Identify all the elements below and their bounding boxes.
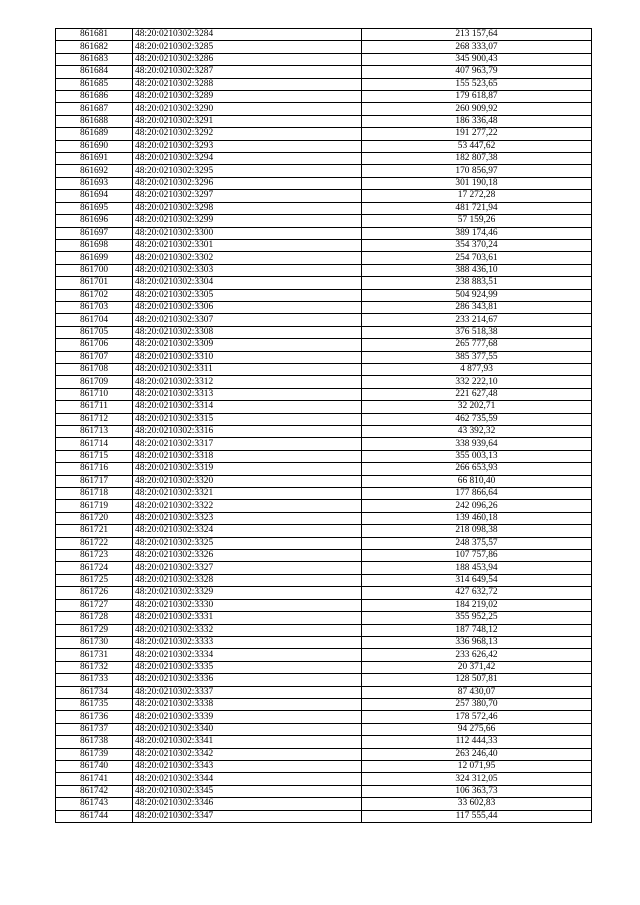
cadastral-number-cell: 48:20:0210302:3285 bbox=[133, 41, 362, 53]
cadastral-number-cell: 48:20:0210302:3338 bbox=[133, 698, 362, 710]
row-number-cell: 861744 bbox=[56, 810, 133, 822]
row-number-cell: 861684 bbox=[56, 66, 133, 78]
table-row bbox=[56, 636, 592, 648]
table-row bbox=[56, 103, 592, 115]
row-number-cell: 861721 bbox=[56, 525, 133, 537]
table-row bbox=[56, 649, 592, 661]
value-cell: 336 968,13 bbox=[362, 636, 592, 648]
cadastral-number-cell: 48:20:0210302:3308 bbox=[133, 326, 362, 338]
cadastral-number-cell: 48:20:0210302:3292 bbox=[133, 128, 362, 140]
table-row bbox=[56, 711, 592, 723]
row-number-cell: 861713 bbox=[56, 426, 133, 438]
table-row bbox=[56, 165, 592, 177]
value-cell: 112 444,33 bbox=[362, 736, 592, 748]
table-row bbox=[56, 376, 592, 388]
value-cell: 427 632,72 bbox=[362, 587, 592, 599]
cadastral-number-cell: 48:20:0210302:3319 bbox=[133, 463, 362, 475]
table-row bbox=[56, 140, 592, 152]
value-cell: 376 518,38 bbox=[362, 326, 592, 338]
value-cell: 186 336,48 bbox=[362, 115, 592, 127]
cadastral-number-cell: 48:20:0210302:3297 bbox=[133, 190, 362, 202]
table-row bbox=[56, 339, 592, 351]
cadastral-number-cell: 48:20:0210302:3300 bbox=[133, 227, 362, 239]
table-row bbox=[56, 177, 592, 189]
row-number-cell: 861706 bbox=[56, 339, 133, 351]
table-row bbox=[56, 388, 592, 400]
value-cell: 87 430,07 bbox=[362, 686, 592, 698]
cadastral-number-cell: 48:20:0210302:3303 bbox=[133, 264, 362, 276]
cadastral-number-cell: 48:20:0210302:3287 bbox=[133, 66, 362, 78]
value-cell: 188 453,94 bbox=[362, 562, 592, 574]
row-number-cell: 861743 bbox=[56, 798, 133, 810]
table-row bbox=[56, 748, 592, 760]
cadastral-number-cell: 48:20:0210302:3313 bbox=[133, 388, 362, 400]
row-number-cell: 861682 bbox=[56, 41, 133, 53]
table-row bbox=[56, 401, 592, 413]
row-number-cell: 861685 bbox=[56, 78, 133, 90]
cadastral-number-cell: 48:20:0210302:3286 bbox=[133, 53, 362, 65]
row-number-cell: 861708 bbox=[56, 363, 133, 375]
row-number-cell: 861702 bbox=[56, 289, 133, 301]
cadastral-number-cell: 48:20:0210302:3325 bbox=[133, 537, 362, 549]
row-number-cell: 861732 bbox=[56, 661, 133, 673]
row-number-cell: 861696 bbox=[56, 215, 133, 227]
value-cell: 354 370,24 bbox=[362, 239, 592, 251]
cadastral-number-cell: 48:20:0210302:3284 bbox=[133, 29, 362, 41]
row-number-cell: 861740 bbox=[56, 760, 133, 772]
cadastral-number-cell: 48:20:0210302:3315 bbox=[133, 413, 362, 425]
value-cell: 238 883,51 bbox=[362, 277, 592, 289]
cadastral-number-cell: 48:20:0210302:3331 bbox=[133, 612, 362, 624]
table-row bbox=[56, 773, 592, 785]
value-cell: 260 909,92 bbox=[362, 103, 592, 115]
row-number-cell: 861739 bbox=[56, 748, 133, 760]
cadastral-number-cell: 48:20:0210302:3301 bbox=[133, 239, 362, 251]
value-cell: 355 003,13 bbox=[362, 450, 592, 462]
value-cell: 233 626,42 bbox=[362, 649, 592, 661]
table-row bbox=[56, 78, 592, 90]
row-number-cell: 861719 bbox=[56, 500, 133, 512]
row-number-cell: 861686 bbox=[56, 91, 133, 103]
cadastral-number-cell: 48:20:0210302:3317 bbox=[133, 438, 362, 450]
cadastral-number-cell: 48:20:0210302:3347 bbox=[133, 810, 362, 822]
cadastral-number-cell: 48:20:0210302:3307 bbox=[133, 314, 362, 326]
table-row bbox=[56, 215, 592, 227]
row-number-cell: 861718 bbox=[56, 488, 133, 500]
value-cell: 213 157,64 bbox=[362, 29, 592, 41]
cadastral-number-cell: 48:20:0210302:3289 bbox=[133, 91, 362, 103]
cadastral-number-cell: 48:20:0210302:3337 bbox=[133, 686, 362, 698]
table-row bbox=[56, 785, 592, 797]
row-number-cell: 861700 bbox=[56, 264, 133, 276]
cadastral-number-cell: 48:20:0210302:3294 bbox=[133, 153, 362, 165]
table-row bbox=[56, 723, 592, 735]
table-row bbox=[56, 587, 592, 599]
value-cell: 388 436,10 bbox=[362, 264, 592, 276]
cadastral-number-cell: 48:20:0210302:3324 bbox=[133, 525, 362, 537]
value-cell: 385 377,55 bbox=[362, 351, 592, 363]
row-number-cell: 861720 bbox=[56, 512, 133, 524]
value-cell: 178 572,46 bbox=[362, 711, 592, 723]
row-number-cell: 861689 bbox=[56, 128, 133, 140]
row-number-cell: 861683 bbox=[56, 53, 133, 65]
table-row bbox=[56, 562, 592, 574]
cadastral-number-cell: 48:20:0210302:3323 bbox=[133, 512, 362, 524]
row-number-cell: 861707 bbox=[56, 351, 133, 363]
row-number-cell: 861731 bbox=[56, 649, 133, 661]
table-row bbox=[56, 153, 592, 165]
value-cell: 20 371,42 bbox=[362, 661, 592, 673]
table-row bbox=[56, 252, 592, 264]
table-row bbox=[56, 525, 592, 537]
row-number-cell: 861687 bbox=[56, 103, 133, 115]
cadastral-number-cell: 48:20:0210302:3304 bbox=[133, 277, 362, 289]
table-row bbox=[56, 612, 592, 624]
row-number-cell: 861736 bbox=[56, 711, 133, 723]
cadastral-number-cell: 48:20:0210302:3342 bbox=[133, 748, 362, 760]
table-row bbox=[56, 41, 592, 53]
table-row bbox=[56, 488, 592, 500]
cadastral-number-cell: 48:20:0210302:3312 bbox=[133, 376, 362, 388]
cadastral-number-cell: 48:20:0210302:3341 bbox=[133, 736, 362, 748]
value-cell: 107 757,86 bbox=[362, 550, 592, 562]
cadastral-number-cell: 48:20:0210302:3302 bbox=[133, 252, 362, 264]
cadastral-number-cell: 48:20:0210302:3344 bbox=[133, 773, 362, 785]
table-row bbox=[56, 227, 592, 239]
value-cell: 286 343,81 bbox=[362, 301, 592, 313]
row-number-cell: 861712 bbox=[56, 413, 133, 425]
cadastral-number-cell: 48:20:0210302:3330 bbox=[133, 599, 362, 611]
cadastral-number-cell: 48:20:0210302:3334 bbox=[133, 649, 362, 661]
table-row bbox=[56, 674, 592, 686]
cadastral-number-cell: 48:20:0210302:3332 bbox=[133, 624, 362, 636]
table-row bbox=[56, 736, 592, 748]
row-number-cell: 861734 bbox=[56, 686, 133, 698]
row-number-cell: 861692 bbox=[56, 165, 133, 177]
cadastral-number-cell: 48:20:0210302:3288 bbox=[133, 78, 362, 90]
value-cell: 332 222,10 bbox=[362, 376, 592, 388]
value-cell: 263 246,40 bbox=[362, 748, 592, 760]
cadastral-number-cell: 48:20:0210302:3298 bbox=[133, 202, 362, 214]
value-cell: 117 555,44 bbox=[362, 810, 592, 822]
value-cell: 179 618,87 bbox=[362, 91, 592, 103]
cadastral-number-cell: 48:20:0210302:3322 bbox=[133, 500, 362, 512]
row-number-cell: 861737 bbox=[56, 723, 133, 735]
table-row bbox=[56, 314, 592, 326]
cadastral-number-cell: 48:20:0210302:3314 bbox=[133, 401, 362, 413]
value-cell: 184 219,02 bbox=[362, 599, 592, 611]
row-number-cell: 861727 bbox=[56, 599, 133, 611]
table-row bbox=[56, 475, 592, 487]
row-number-cell: 861691 bbox=[56, 153, 133, 165]
row-number-cell: 861728 bbox=[56, 612, 133, 624]
table-row bbox=[56, 53, 592, 65]
value-cell: 53 447,62 bbox=[362, 140, 592, 152]
row-number-cell: 861723 bbox=[56, 550, 133, 562]
row-number-cell: 861714 bbox=[56, 438, 133, 450]
cadastral-number-cell: 48:20:0210302:3345 bbox=[133, 785, 362, 797]
value-cell: 266 653,93 bbox=[362, 463, 592, 475]
cadastral-number-cell: 48:20:0210302:3320 bbox=[133, 475, 362, 487]
cadastral-number-cell: 48:20:0210302:3310 bbox=[133, 351, 362, 363]
table-row bbox=[56, 115, 592, 127]
value-cell: 43 392,32 bbox=[362, 426, 592, 438]
cadastral-number-cell: 48:20:0210302:3321 bbox=[133, 488, 362, 500]
cadastral-number-cell: 48:20:0210302:3333 bbox=[133, 636, 362, 648]
table-row bbox=[56, 326, 592, 338]
cadastral-number-cell: 48:20:0210302:3339 bbox=[133, 711, 362, 723]
value-cell: 324 312,05 bbox=[362, 773, 592, 785]
value-cell: 33 602,83 bbox=[362, 798, 592, 810]
value-cell: 177 866,64 bbox=[362, 488, 592, 500]
row-number-cell: 861730 bbox=[56, 636, 133, 648]
value-cell: 187 748,12 bbox=[362, 624, 592, 636]
table-body bbox=[56, 29, 592, 823]
table-row bbox=[56, 277, 592, 289]
value-cell: 221 627,48 bbox=[362, 388, 592, 400]
row-number-cell: 861697 bbox=[56, 227, 133, 239]
row-number-cell: 861704 bbox=[56, 314, 133, 326]
table-row bbox=[56, 686, 592, 698]
value-cell: 504 924,99 bbox=[362, 289, 592, 301]
table-row bbox=[56, 537, 592, 549]
table-row bbox=[56, 190, 592, 202]
row-number-cell: 861716 bbox=[56, 463, 133, 475]
value-cell: 12 071,95 bbox=[362, 760, 592, 772]
row-number-cell: 861703 bbox=[56, 301, 133, 313]
value-cell: 139 460,18 bbox=[362, 512, 592, 524]
cadastral-number-cell: 48:20:0210302:3328 bbox=[133, 574, 362, 586]
row-number-cell: 861694 bbox=[56, 190, 133, 202]
value-cell: 254 703,61 bbox=[362, 252, 592, 264]
cadastral-number-cell: 48:20:0210302:3299 bbox=[133, 215, 362, 227]
value-cell: 233 214,67 bbox=[362, 314, 592, 326]
table-row bbox=[56, 413, 592, 425]
cadastral-number-cell: 48:20:0210302:3336 bbox=[133, 674, 362, 686]
cadastral-number-cell: 48:20:0210302:3318 bbox=[133, 450, 362, 462]
value-cell: 301 190,18 bbox=[362, 177, 592, 189]
row-number-cell: 861735 bbox=[56, 698, 133, 710]
row-number-cell: 861715 bbox=[56, 450, 133, 462]
table-row bbox=[56, 463, 592, 475]
table-row bbox=[56, 264, 592, 276]
value-cell: 242 096,26 bbox=[362, 500, 592, 512]
value-cell: 66 810,40 bbox=[362, 475, 592, 487]
table-row bbox=[56, 239, 592, 251]
row-number-cell: 861690 bbox=[56, 140, 133, 152]
value-cell: 257 380,70 bbox=[362, 698, 592, 710]
row-number-cell: 861741 bbox=[56, 773, 133, 785]
value-cell: 32 202,71 bbox=[362, 401, 592, 413]
cadastral-number-cell: 48:20:0210302:3326 bbox=[133, 550, 362, 562]
table-row bbox=[56, 500, 592, 512]
value-cell: 314 649,54 bbox=[362, 574, 592, 586]
value-cell: 182 807,38 bbox=[362, 153, 592, 165]
row-number-cell: 861695 bbox=[56, 202, 133, 214]
table-row bbox=[56, 760, 592, 772]
value-cell: 218 098,38 bbox=[362, 525, 592, 537]
value-cell: 462 735,59 bbox=[362, 413, 592, 425]
table-row bbox=[56, 289, 592, 301]
cadastral-number-cell: 48:20:0210302:3309 bbox=[133, 339, 362, 351]
row-number-cell: 861705 bbox=[56, 326, 133, 338]
row-number-cell: 861726 bbox=[56, 587, 133, 599]
table-row bbox=[56, 301, 592, 313]
table-row bbox=[56, 426, 592, 438]
value-cell: 57 159,26 bbox=[362, 215, 592, 227]
value-cell: 338 939,64 bbox=[362, 438, 592, 450]
cadastral-number-cell: 48:20:0210302:3295 bbox=[133, 165, 362, 177]
row-number-cell: 861688 bbox=[56, 115, 133, 127]
cadastral-number-cell: 48:20:0210302:3329 bbox=[133, 587, 362, 599]
row-number-cell: 861710 bbox=[56, 388, 133, 400]
row-number-cell: 861722 bbox=[56, 537, 133, 549]
cadastral-number-cell: 48:20:0210302:3291 bbox=[133, 115, 362, 127]
row-number-cell: 861681 bbox=[56, 29, 133, 41]
table-row bbox=[56, 202, 592, 214]
value-cell: 268 333,07 bbox=[362, 41, 592, 53]
row-number-cell: 861693 bbox=[56, 177, 133, 189]
value-cell: 345 900,43 bbox=[362, 53, 592, 65]
table-row bbox=[56, 698, 592, 710]
value-cell: 389 174,46 bbox=[362, 227, 592, 239]
table-row bbox=[56, 450, 592, 462]
cadastral-number-cell: 48:20:0210302:3346 bbox=[133, 798, 362, 810]
value-cell: 355 952,25 bbox=[362, 612, 592, 624]
cadastral-number-cell: 48:20:0210302:3306 bbox=[133, 301, 362, 313]
cadastral-number-cell: 48:20:0210302:3343 bbox=[133, 760, 362, 772]
row-number-cell: 861699 bbox=[56, 252, 133, 264]
row-number-cell: 861729 bbox=[56, 624, 133, 636]
table-row bbox=[56, 29, 592, 41]
value-cell: 265 777,68 bbox=[362, 339, 592, 351]
cadastral-number-cell: 48:20:0210302:3296 bbox=[133, 177, 362, 189]
value-cell: 155 523,65 bbox=[362, 78, 592, 90]
table-row bbox=[56, 91, 592, 103]
cadastral-number-cell: 48:20:0210302:3340 bbox=[133, 723, 362, 735]
value-cell: 4 877,93 bbox=[362, 363, 592, 375]
row-number-cell: 861709 bbox=[56, 376, 133, 388]
row-number-cell: 861725 bbox=[56, 574, 133, 586]
cadastral-number-cell: 48:20:0210302:3290 bbox=[133, 103, 362, 115]
value-cell: 170 856,97 bbox=[362, 165, 592, 177]
table-row bbox=[56, 363, 592, 375]
row-number-cell: 861701 bbox=[56, 277, 133, 289]
row-number-cell: 861733 bbox=[56, 674, 133, 686]
cadastral-number-cell: 48:20:0210302:3293 bbox=[133, 140, 362, 152]
row-number-cell: 861742 bbox=[56, 785, 133, 797]
table-row bbox=[56, 798, 592, 810]
cadastral-number-cell: 48:20:0210302:3327 bbox=[133, 562, 362, 574]
table-row bbox=[56, 512, 592, 524]
value-cell: 481 721,94 bbox=[362, 202, 592, 214]
table-row bbox=[56, 66, 592, 78]
cadastral-number-cell: 48:20:0210302:3305 bbox=[133, 289, 362, 301]
row-number-cell: 861717 bbox=[56, 475, 133, 487]
table-row bbox=[56, 438, 592, 450]
table-row bbox=[56, 810, 592, 822]
row-number-cell: 861724 bbox=[56, 562, 133, 574]
value-cell: 128 507,81 bbox=[362, 674, 592, 686]
cadastral-number-cell: 48:20:0210302:3311 bbox=[133, 363, 362, 375]
table-row bbox=[56, 574, 592, 586]
table-row bbox=[56, 661, 592, 673]
row-number-cell: 861711 bbox=[56, 401, 133, 413]
value-cell: 106 363,73 bbox=[362, 785, 592, 797]
table-row bbox=[56, 599, 592, 611]
table-row bbox=[56, 550, 592, 562]
value-cell: 94 275,66 bbox=[362, 723, 592, 735]
cadastral-value-table bbox=[55, 28, 592, 823]
table-row bbox=[56, 128, 592, 140]
table-row bbox=[56, 351, 592, 363]
cadastral-number-cell: 48:20:0210302:3316 bbox=[133, 426, 362, 438]
value-cell: 17 272,28 bbox=[362, 190, 592, 202]
row-number-cell: 861738 bbox=[56, 736, 133, 748]
value-cell: 248 375,57 bbox=[362, 537, 592, 549]
row-number-cell: 861698 bbox=[56, 239, 133, 251]
value-cell: 191 277,22 bbox=[362, 128, 592, 140]
table-row bbox=[56, 624, 592, 636]
value-cell: 407 963,79 bbox=[362, 66, 592, 78]
cadastral-number-cell: 48:20:0210302:3335 bbox=[133, 661, 362, 673]
